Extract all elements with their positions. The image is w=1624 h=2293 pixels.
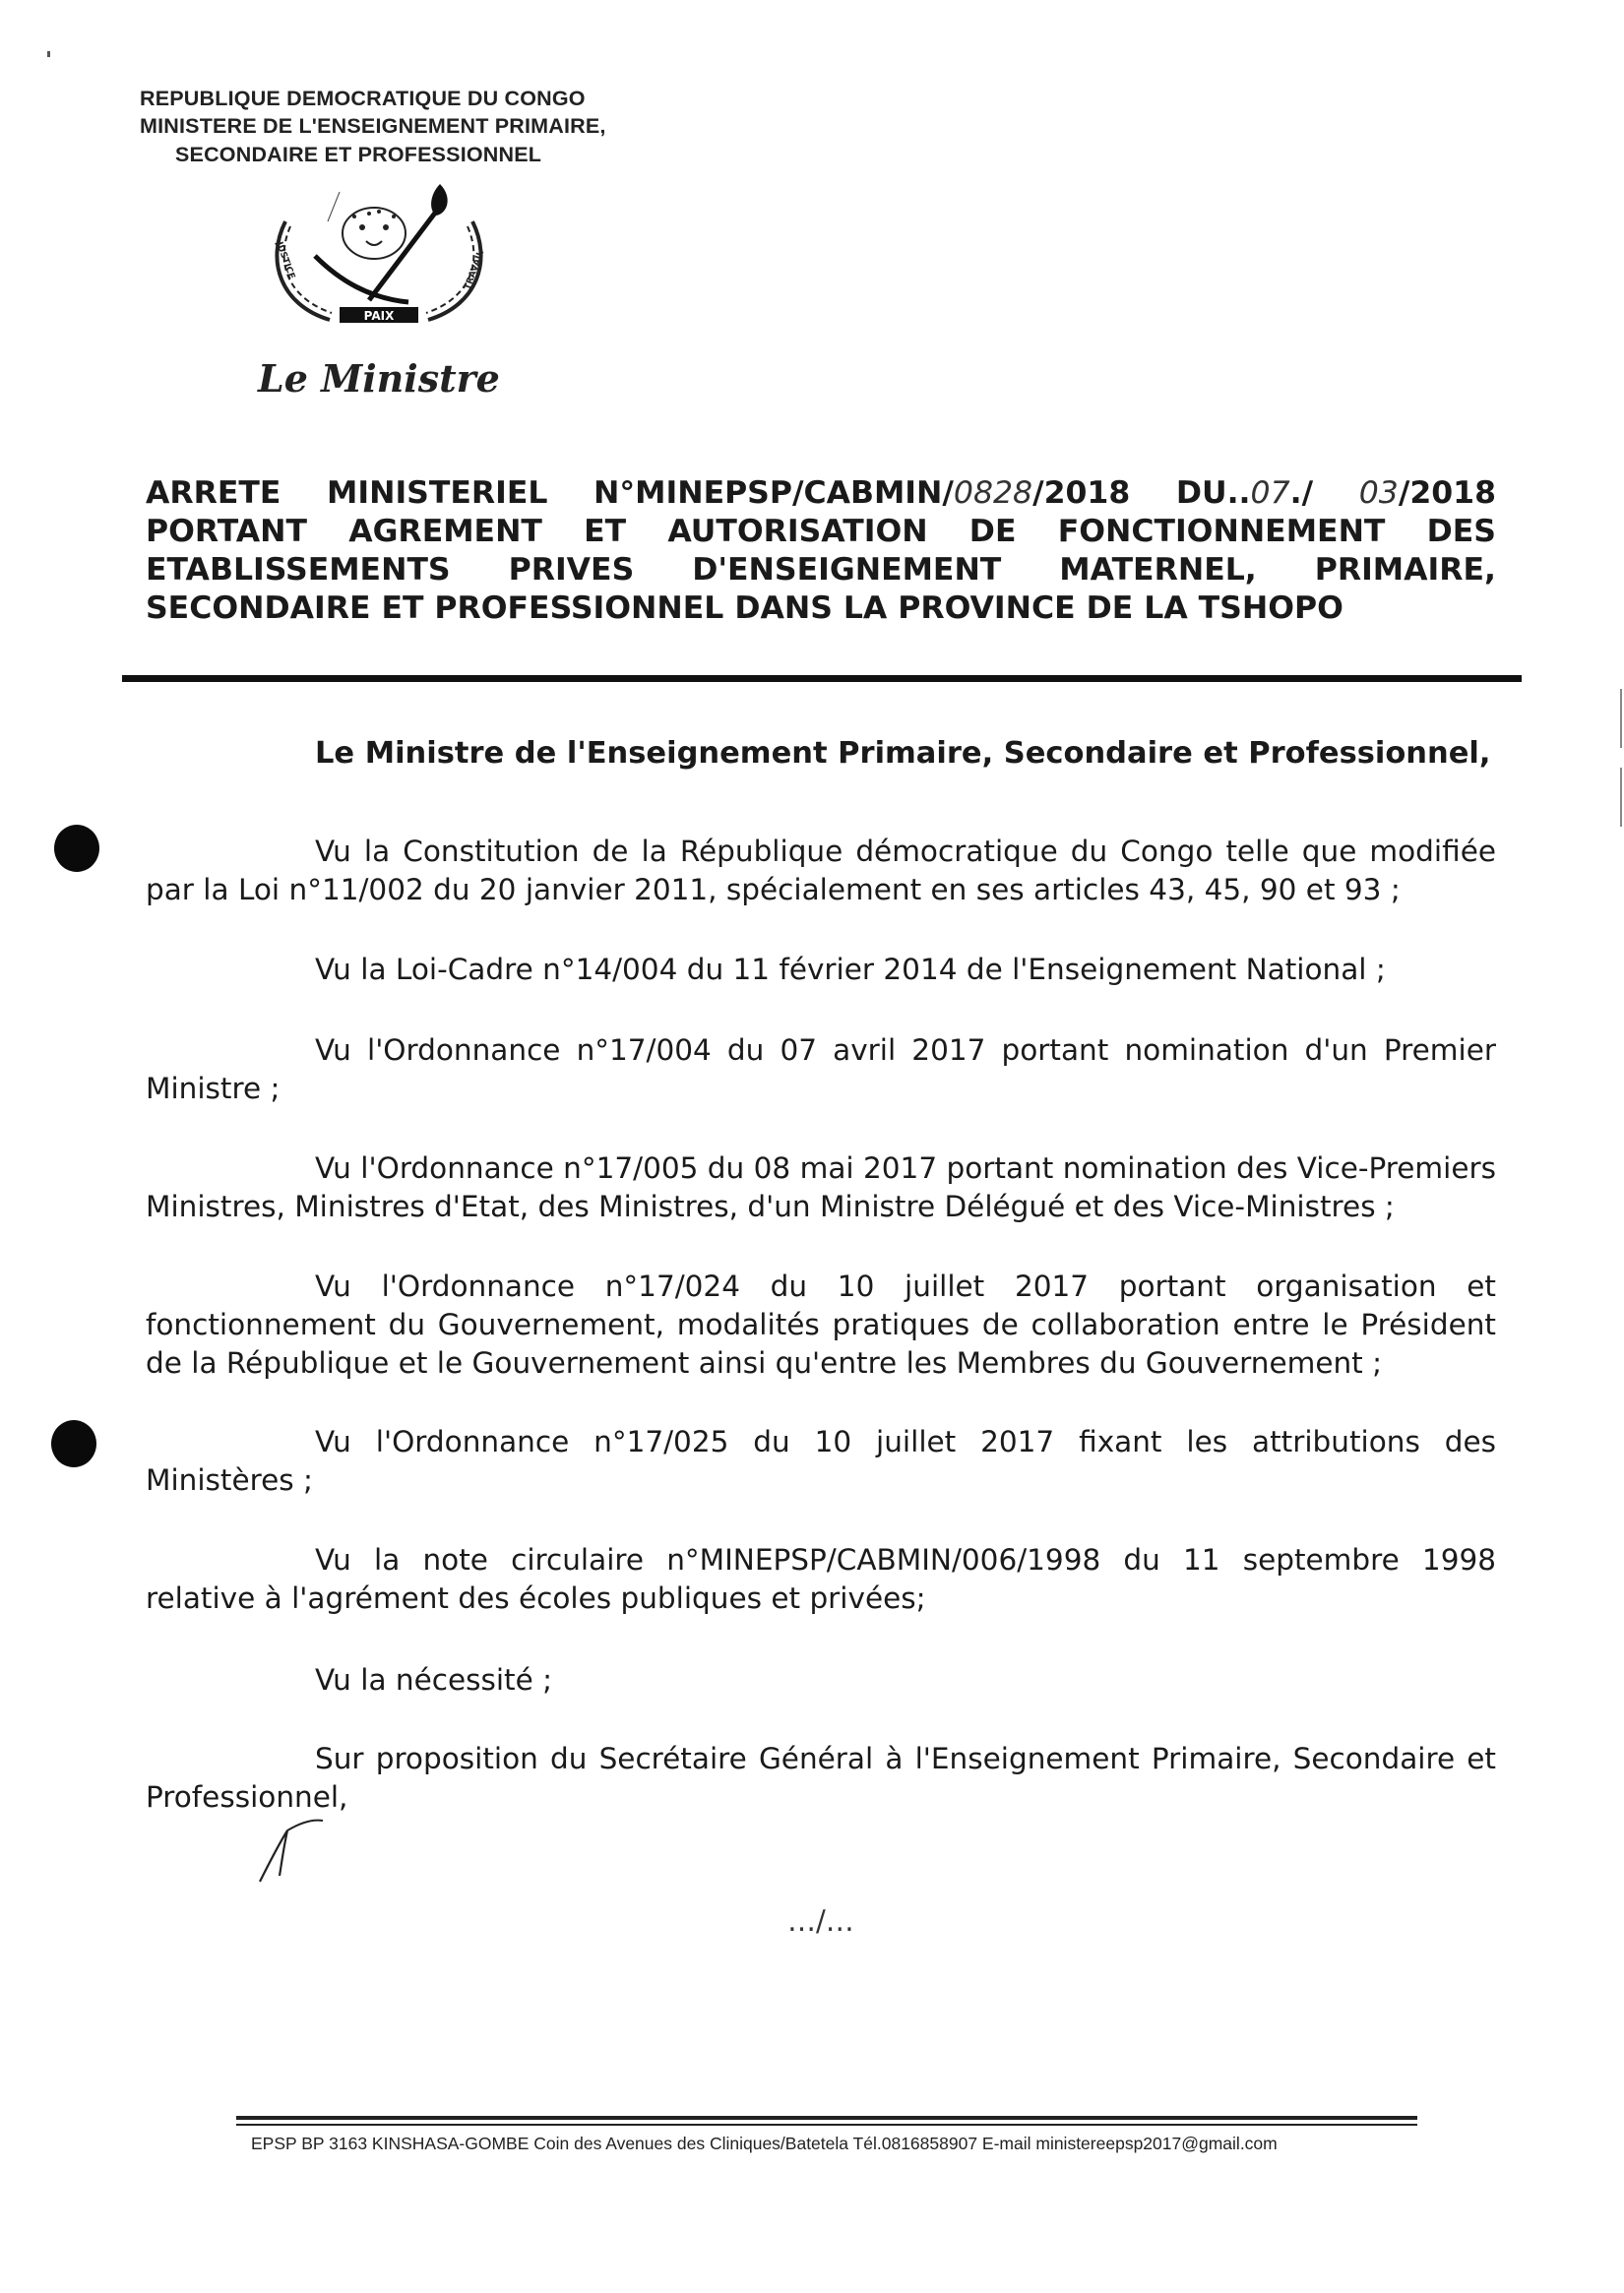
decree-date-sep: ./ (1289, 475, 1314, 511)
decree-date-year: /2018 (1398, 475, 1496, 511)
seal-motto-left: JUSTICE (274, 240, 297, 281)
seal-motto-right: TRAVAIL (463, 249, 487, 292)
paragraph-line: Ministères ; (146, 1463, 313, 1497)
decree-title (146, 474, 1496, 628)
scan-edge-mark (1620, 768, 1622, 827)
footer-divider-thin (236, 2124, 1417, 2126)
title-divider (122, 675, 1522, 682)
paragraph-ordonnance-premier-ministre (146, 1031, 1496, 1108)
paragraph-line: Vu l'Ordonnance n°17/004 du 07 avril 2017 portant nomination d'un Premier (315, 1033, 1496, 1067)
title-line-1 (146, 474, 1496, 513)
title-line-2: PORTANT AGREMENT ET AUTORISATION DE FONCTIONNEMENT DES (146, 514, 1496, 549)
paragraph-ordonnance-organisation (146, 1268, 1496, 1383)
paragraph-necessite (146, 1661, 1496, 1700)
paragraph-line: de la République et le Gouvernement ainsi qu'entre les Membres du Gouvernement ; (146, 1346, 1383, 1380)
paragraph-line: Vu la Constitution de la République démocratique du Congo telle que modifiée (315, 835, 1496, 868)
punch-hole-mark (54, 825, 99, 872)
scan-speck (47, 51, 50, 57)
header-republic: REPUBLIQUE DEMOCRATIQUE DU CONGO (140, 87, 586, 110)
footer-divider (236, 2116, 1417, 2120)
decree-number-prefix: ARRETE MINISTERIEL N°MINEPSP/CABMIN/ (146, 475, 954, 511)
paragraph-proposition (146, 1740, 1496, 1817)
paragraph-line: Ministres, Ministres d'Etat, des Ministres, d'un Ministre Délégué et des Vice-Ministres ; (146, 1190, 1395, 1223)
paragraph-constitution (146, 833, 1496, 909)
paragraph-line: relative à l'agrément des écoles publiques et privées; (146, 1581, 926, 1615)
paragraph-line: Vu la nécessité ; (315, 1663, 553, 1697)
footer-address: EPSP BP 3163 KINSHASA-GOMBE Coin des Avenues des Cliniques/Batetela Tél.0816858907 E-mail ministereepsp2017@gmail.com (251, 2134, 1278, 2153)
decree-number-handwritten: 0828 (953, 475, 1033, 511)
decree-day-handwritten: 07 (1250, 475, 1290, 511)
title-line-4: SECONDAIRE ET PROFESSIONNEL DANS LA PROVINCE DE LA TSHOPO (146, 590, 1343, 626)
scan-edge-mark (1620, 689, 1622, 748)
decree-year: /2018 DU.. (1032, 475, 1251, 511)
paragraph-line: Professionnel, (146, 1780, 348, 1814)
continuation-marker: …/… (787, 1904, 854, 1938)
paragraph-line: Vu l'Ordonnance n°17/025 du 10 juillet 2017 fixant les attributions des (315, 1425, 1496, 1458)
handwritten-initials (254, 1819, 333, 1888)
paragraph-line: Vu la Loi-Cadre n°14/004 du 11 février 2014 de l'Enseignement National ; (315, 953, 1386, 986)
header-ministry: MINISTERE DE L'ENSEIGNEMENT PRIMAIRE, (140, 114, 606, 138)
paragraph-line: Vu l'Ordonnance n°17/024 du 10 juillet 2017 portant organisation et (315, 1270, 1496, 1303)
paragraph-loi-cadre (146, 951, 1496, 989)
minister-heading: Le Ministre de l'Enseignement Primaire, Secondaire et Professionnel, (315, 736, 1491, 771)
paragraph-note-circulaire (146, 1541, 1496, 1618)
paragraph-line: Vu la note circulaire n°MINEPSP/CABMIN/006/1998 du 11 septembre 1998 (315, 1543, 1496, 1577)
paragraph-line: Sur proposition du Secrétaire Général à l'Enseignement Primaire, Secondaire et (315, 1742, 1496, 1775)
paragraph-ordonnance-vice-premiers (146, 1149, 1496, 1226)
decree-month-handwritten: 03 (1358, 475, 1399, 511)
paragraph-line: fonctionnement du Gouvernement, modalités pratiques de collaboration entre le Président (146, 1308, 1496, 1341)
paragraph-line: Ministre ; (146, 1072, 281, 1105)
signature-block-title: Le Ministre (258, 356, 500, 401)
punch-hole-mark (51, 1420, 96, 1467)
seal-motto-bottom: PAIX (363, 309, 395, 323)
title-line-3: ETABLISSEMENTS PRIVES D'ENSEIGNEMENT MATERNEL, PRIMAIRE, (146, 552, 1496, 588)
paragraph-line: par la Loi n°11/002 du 20 janvier 2011, spécialement en ses articles 43, 45, 90 et 93 ; (146, 873, 1401, 906)
coat-of-arms-icon (261, 182, 497, 335)
header-ministry-cont: SECONDAIRE ET PROFESSIONNEL (175, 143, 542, 166)
paragraph-ordonnance-attributions (146, 1423, 1496, 1500)
paragraph-line: Vu l'Ordonnance n°17/005 du 08 mai 2017 portant nomination des Vice-Premiers (315, 1151, 1496, 1185)
